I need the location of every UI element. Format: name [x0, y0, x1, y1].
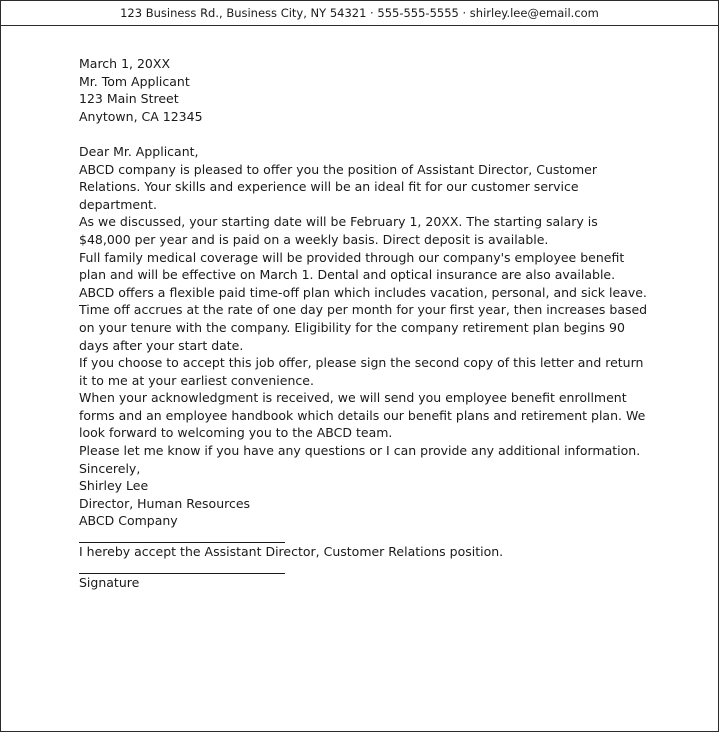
letterhead-contact-line: 123 Business Rd., Business City, NY 54321 · 555-555-5555 · shirley.lee@email.com [120, 6, 599, 20]
sender-title: Director, Human Resources [79, 495, 251, 511]
paragraph-accept-instructions: If you choose to accept this job offer, please sign the second copy of this letter and return it to me at your earliest convenience. [79, 355, 644, 388]
acceptance-statement: I hereby accept the Assistant Director, Customer Relations position. [79, 544, 504, 560]
recipient-address [79, 73, 649, 126]
recipient-city: Anytown, CA 12345 [79, 108, 203, 124]
letterhead-divider [1, 25, 718, 26]
letter-body [79, 55, 649, 591]
paragraph-questions: Please let me know if you have any questions or I can provide any additional information. [79, 443, 641, 459]
closing: Sincerely, [79, 460, 141, 476]
paragraph-offer: ABCD company is pleased to offer you the position of Assistant Director, Customer Relations. Your skills and experience will be an ideal fit for our customer service department. [79, 161, 597, 212]
salutation: Dear Mr. Applicant, [79, 143, 199, 159]
paragraph-start-date: As we discussed, your starting date will be February 1, 20XX. The starting salary is $48,000 per year and is paid on a weekly basis. Direct deposit is available. [79, 214, 598, 247]
paragraph-enrollment: When your acknowledgment is received, we will send you employee benefit enrollment forms and an employee handbook which details our benefit plans and retirement plan. We look forward to welcoming you to the ABCD team. [79, 390, 646, 441]
letter-date: March 1, 20XX [79, 56, 171, 71]
signature-label: Signature [79, 574, 140, 590]
paragraph-benefits: Full family medical coverage will be provided through our company's employee benefit plan and will be effective on March 1. Dental and optical insurance are also available. ABCD offers a flexible paid time-off plan which includes vacation, personal, and sick leave. Time off accrues at the rate of one day per month for your first year, then increases based on your tenure with the company. Eligibility for the company retirement plan begins 90 days after your start date. [79, 249, 648, 353]
recipient-street: 123 Main Street [79, 91, 179, 107]
sender-block [79, 477, 649, 530]
sender-company: ABCD Company [79, 513, 178, 529]
recipient-name: Mr. Tom Applicant [79, 73, 190, 89]
sender-name: Shirley Lee [79, 478, 149, 494]
